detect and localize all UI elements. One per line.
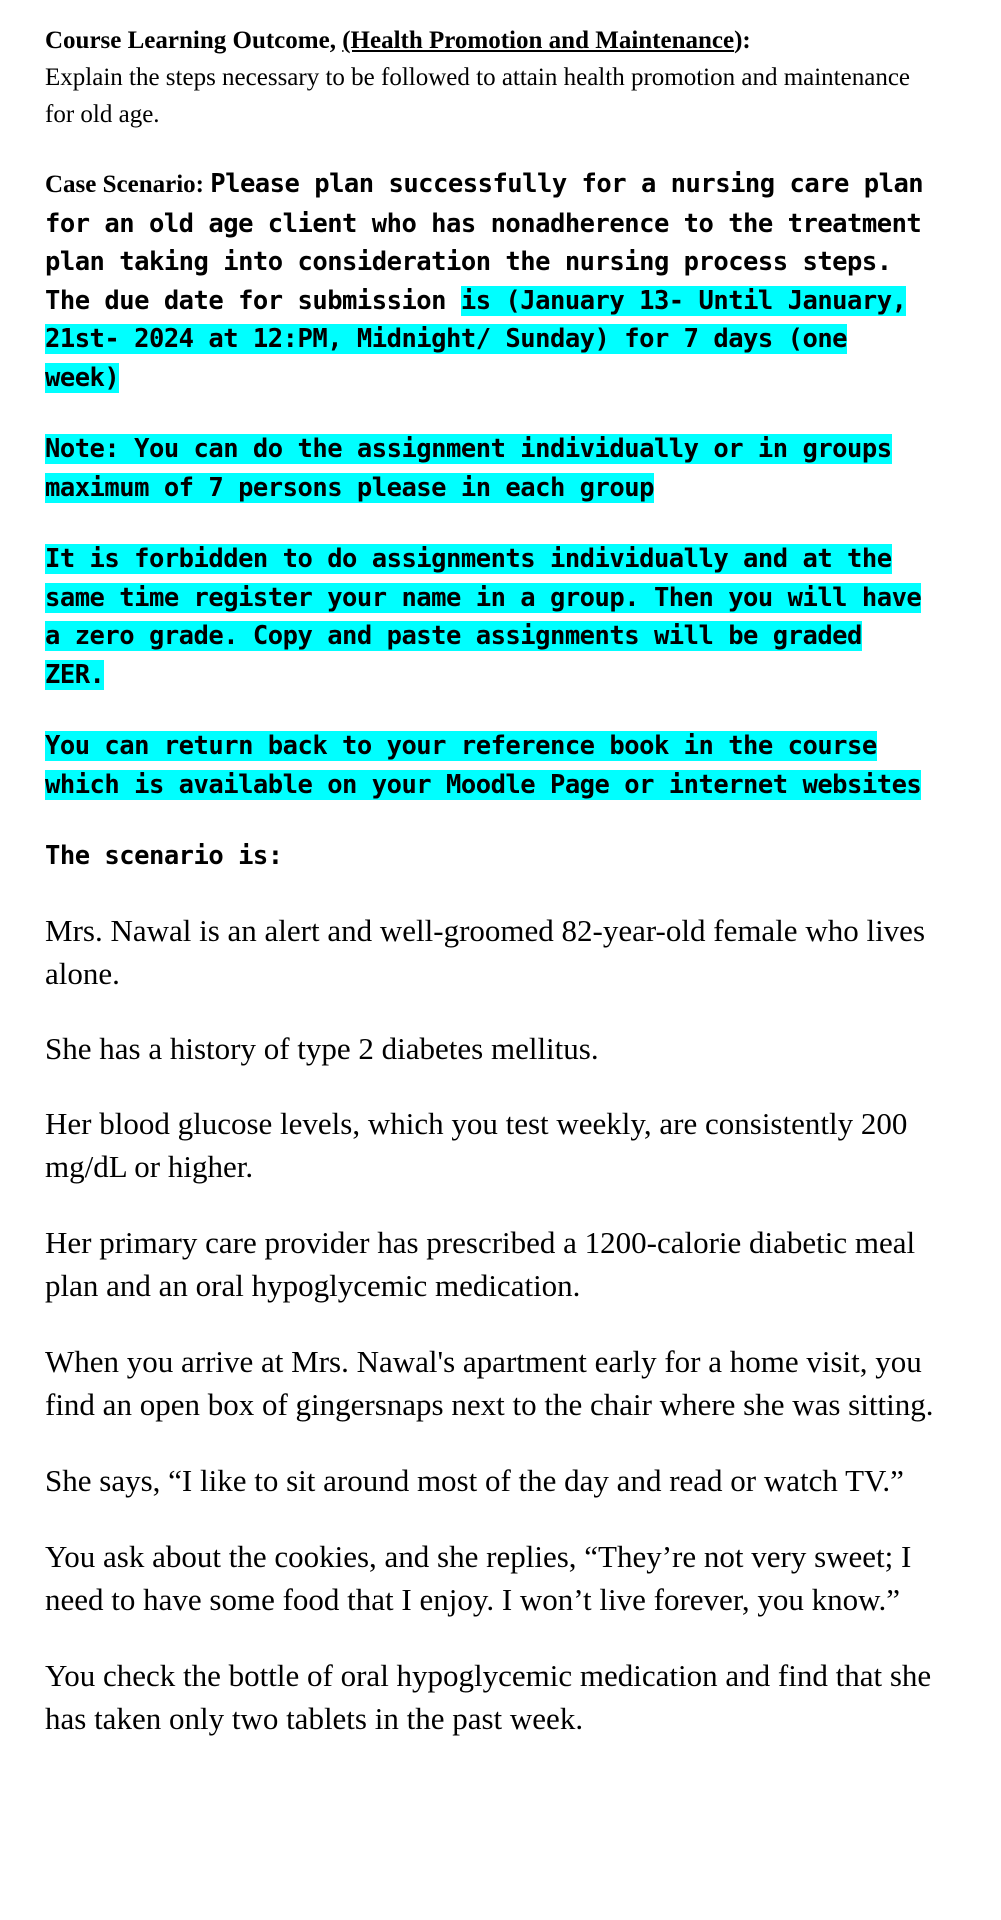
document-page — [45, 22, 935, 1740]
case-scenario-text: Please plan successfully for a nursing care plan for an old age client who has nonadherence to the treatment plan taking into consideration the nursing process steps. The due date for submission — [45, 169, 924, 316]
scenario-paragraph: Mrs. Nawal is an alert and well-groomed 82-year-old female who lives alone. — [45, 912, 926, 991]
outcome-label: Course Learning Outcome, — [45, 27, 343, 54]
group-note-text: Note: You can do the assignment individually or in groups maximum of 7 persons please in each group — [45, 434, 892, 503]
scenario-heading: The scenario is: — [45, 841, 283, 871]
due-date-highlight: is (January 13- Until January, 21st- 2024 at 12:PM, Midnight/ Sunday) for 7 days (one week) — [45, 285, 907, 393]
scenario-paragraph: Her primary care provider has prescribed a 1200-calorie diabetic meal plan and an oral hypoglycemic medication. — [45, 1224, 916, 1303]
course-learning-outcome — [45, 22, 935, 133]
reference-note — [45, 727, 935, 804]
outcome-topic: (Health Promotion and Maintenance — [342, 27, 735, 54]
scenario-paragraph: You check the bottle of oral hypoglycemic medication and find that she has taken only two tablets in the past week. — [45, 1657, 932, 1736]
case-scenario-label: Case Scenario: — [45, 171, 211, 198]
scenario-paragraph: You ask about the cookies, and she replies, “They’re not very sweet; I need to have some food that I enjoy. I won’t live forever, you know.” — [45, 1538, 912, 1617]
forbidden-warning-text: It is forbidden to do assignments individually and at the same time register your name in a group. Then you will have a zero grade. Copy and paste assignments will be graded ZER. — [45, 544, 922, 690]
case-scenario — [45, 165, 935, 397]
forbidden-warning — [45, 540, 935, 694]
scenario-paragraph: Her blood glucose levels, which you test weekly, are consistently 200 mg/dL or higher. — [45, 1105, 908, 1184]
scenario-paragraph: She has a history of type 2 diabetes mellitus. — [45, 1030, 599, 1066]
scenario-paragraph: She says, “I like to sit around most of the day and read or watch TV.” — [45, 1462, 904, 1498]
reference-note-text: You can return back to your reference book in the course which is available on your Moodle Page or internet websites — [45, 731, 922, 800]
outcome-text: Explain the steps necessary to be followed to attain health promotion and maintenance for old age. — [45, 64, 911, 128]
outcome-topic-close: ): — [734, 27, 751, 54]
scenario-paragraph: When you arrive at Mrs. Nawal's apartment early for a home visit, you find an open box of gingersnaps next to the chair where she was sitting. — [45, 1343, 934, 1422]
group-note — [45, 430, 935, 507]
